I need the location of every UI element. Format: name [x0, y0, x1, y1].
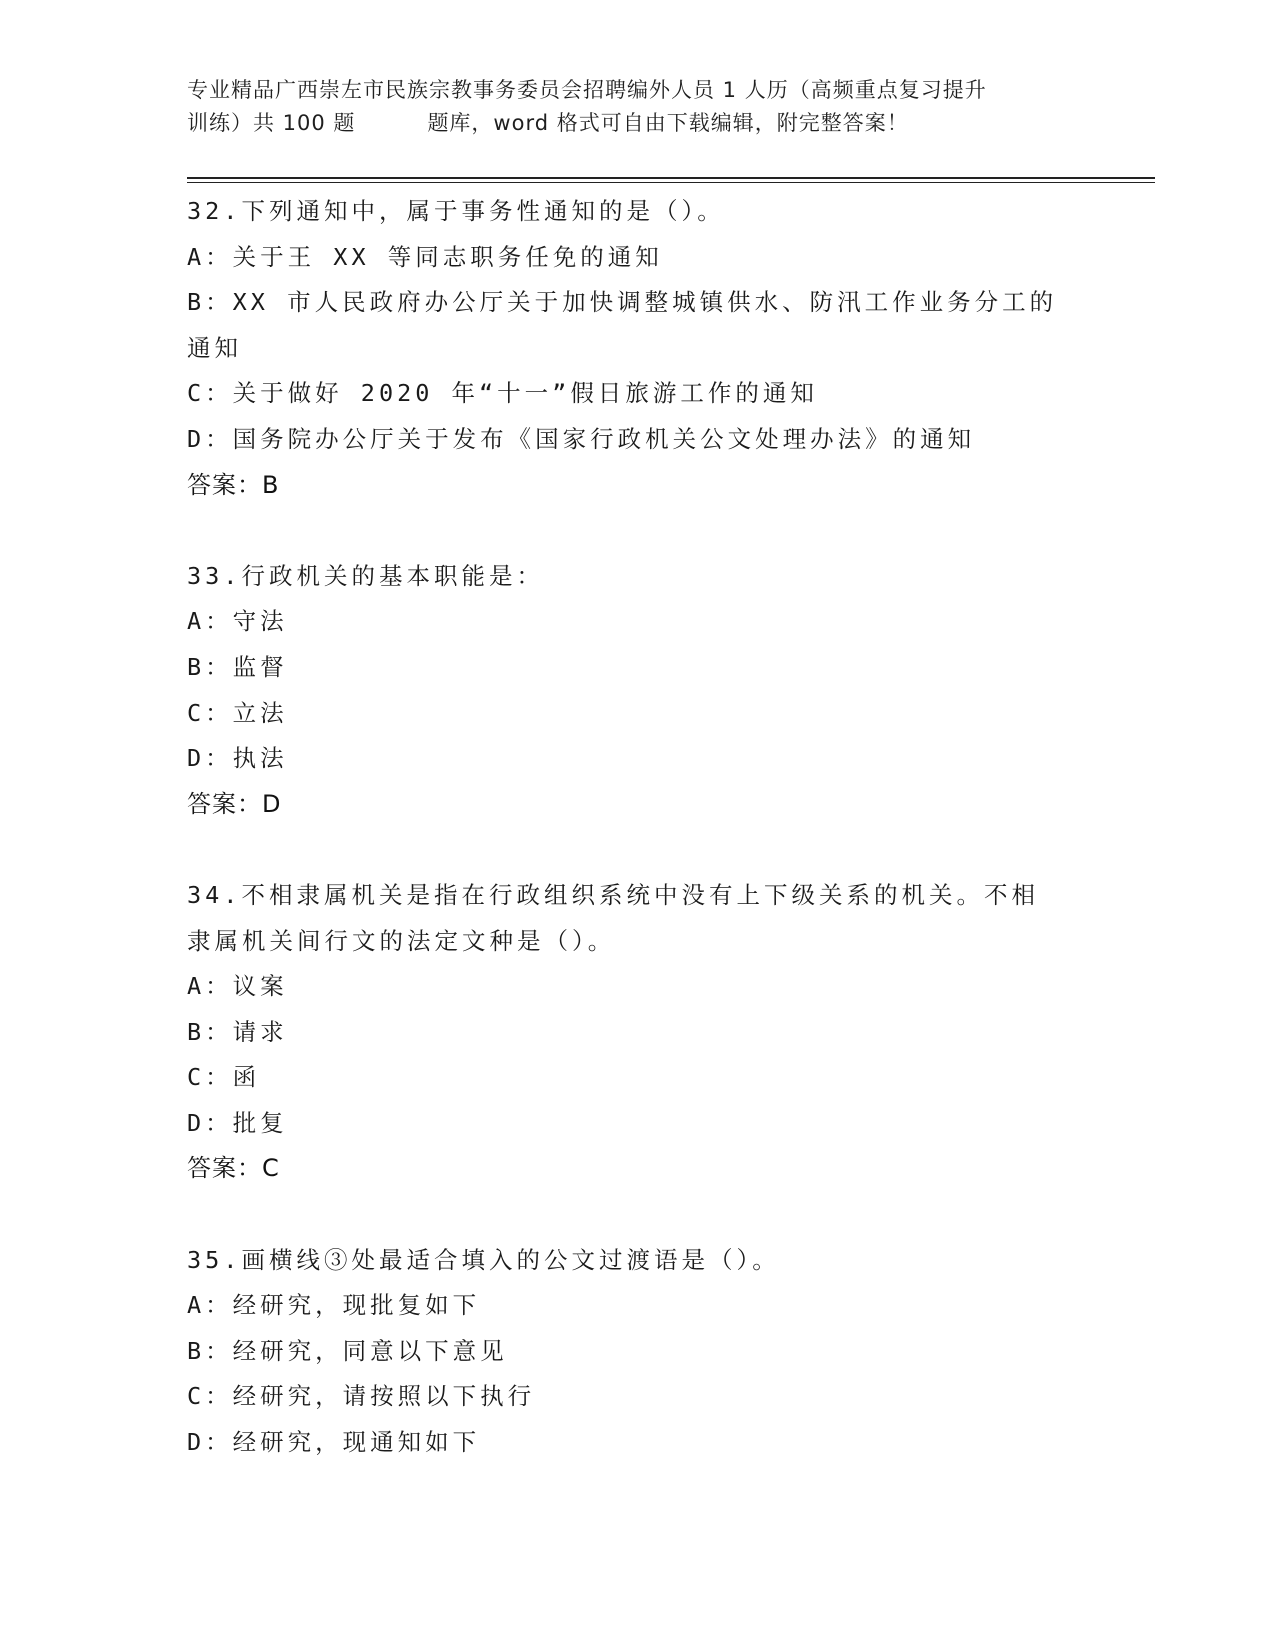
- option-b: 通知: [187, 333, 242, 362]
- option-a: A：守法: [187, 607, 288, 636]
- question-block: [187, 873, 1087, 1192]
- option-d: D：经研究，现通知如下: [187, 1428, 481, 1457]
- question-list: [187, 189, 1087, 1466]
- question-stem: 35.画横线③处最适合填入的公文过渡语是（）。: [187, 1245, 780, 1274]
- question-spacer: [187, 1192, 1087, 1238]
- option-c: C：经研究，请按照以下执行: [187, 1382, 536, 1411]
- option-d: D：执法: [187, 744, 288, 773]
- option-b: B：经研究，同意以下意见: [187, 1336, 508, 1365]
- option-b: B：监督: [187, 652, 288, 681]
- question-stem: 34.不相隶属机关是指在行政组织系统中没有上下级关系的机关。不相: [187, 880, 1039, 909]
- question-block: [187, 1238, 1087, 1466]
- header-divider-thick: [187, 177, 1155, 179]
- option-c: C：关于做好 2020 年“十一”假日旅游工作的通知: [187, 379, 818, 408]
- option-b: B：请求: [187, 1017, 288, 1046]
- question-stem: 32.下列通知中，属于事务性通知的是（）。: [187, 197, 725, 225]
- question-spacer: [187, 827, 1087, 873]
- option-d: D：批复: [187, 1108, 288, 1137]
- answer-line: 答案：C: [187, 1154, 280, 1183]
- question-block: [187, 554, 1087, 828]
- header-title-line-2: [187, 107, 1087, 140]
- header-title-line-1: 专业精品广西崇左市民族宗教事务委员会招聘编外人员 1 人历（高频重点复习提升: [187, 78, 987, 102]
- question-stem: 33.行政机关的基本职能是：: [187, 561, 544, 590]
- answer-line: 答案：D: [187, 789, 282, 818]
- answer-line: 答案：B: [187, 470, 280, 499]
- header-divider-thin: [187, 182, 1155, 183]
- option-a: A：关于王 XX 等同志职务任免的通知: [187, 242, 663, 271]
- header-title-part-left: 训练）共 100 题: [187, 111, 356, 135]
- option-a: A：经研究，现批复如下: [187, 1291, 481, 1320]
- document-header: [187, 74, 1087, 140]
- option-d: D：国务院办公厅关于发布《国家行政机关公文处理办法》的通知: [187, 424, 976, 453]
- question-stem: 隶属机关间行文的法定文种是（）。: [187, 926, 616, 955]
- option-a: A：议案: [187, 972, 288, 1001]
- header-title-part-right: 题库，word 格式可自由下载编辑，附完整答案！: [427, 111, 909, 135]
- option-c: C：立法: [187, 698, 288, 727]
- option-c: C：函: [187, 1063, 261, 1092]
- question-block: [187, 189, 1087, 508]
- option-b: B：XX 市人民政府办公厅关于加快调整城镇供水、防汛工作业务分工的: [187, 288, 1058, 317]
- question-spacer: [187, 508, 1087, 554]
